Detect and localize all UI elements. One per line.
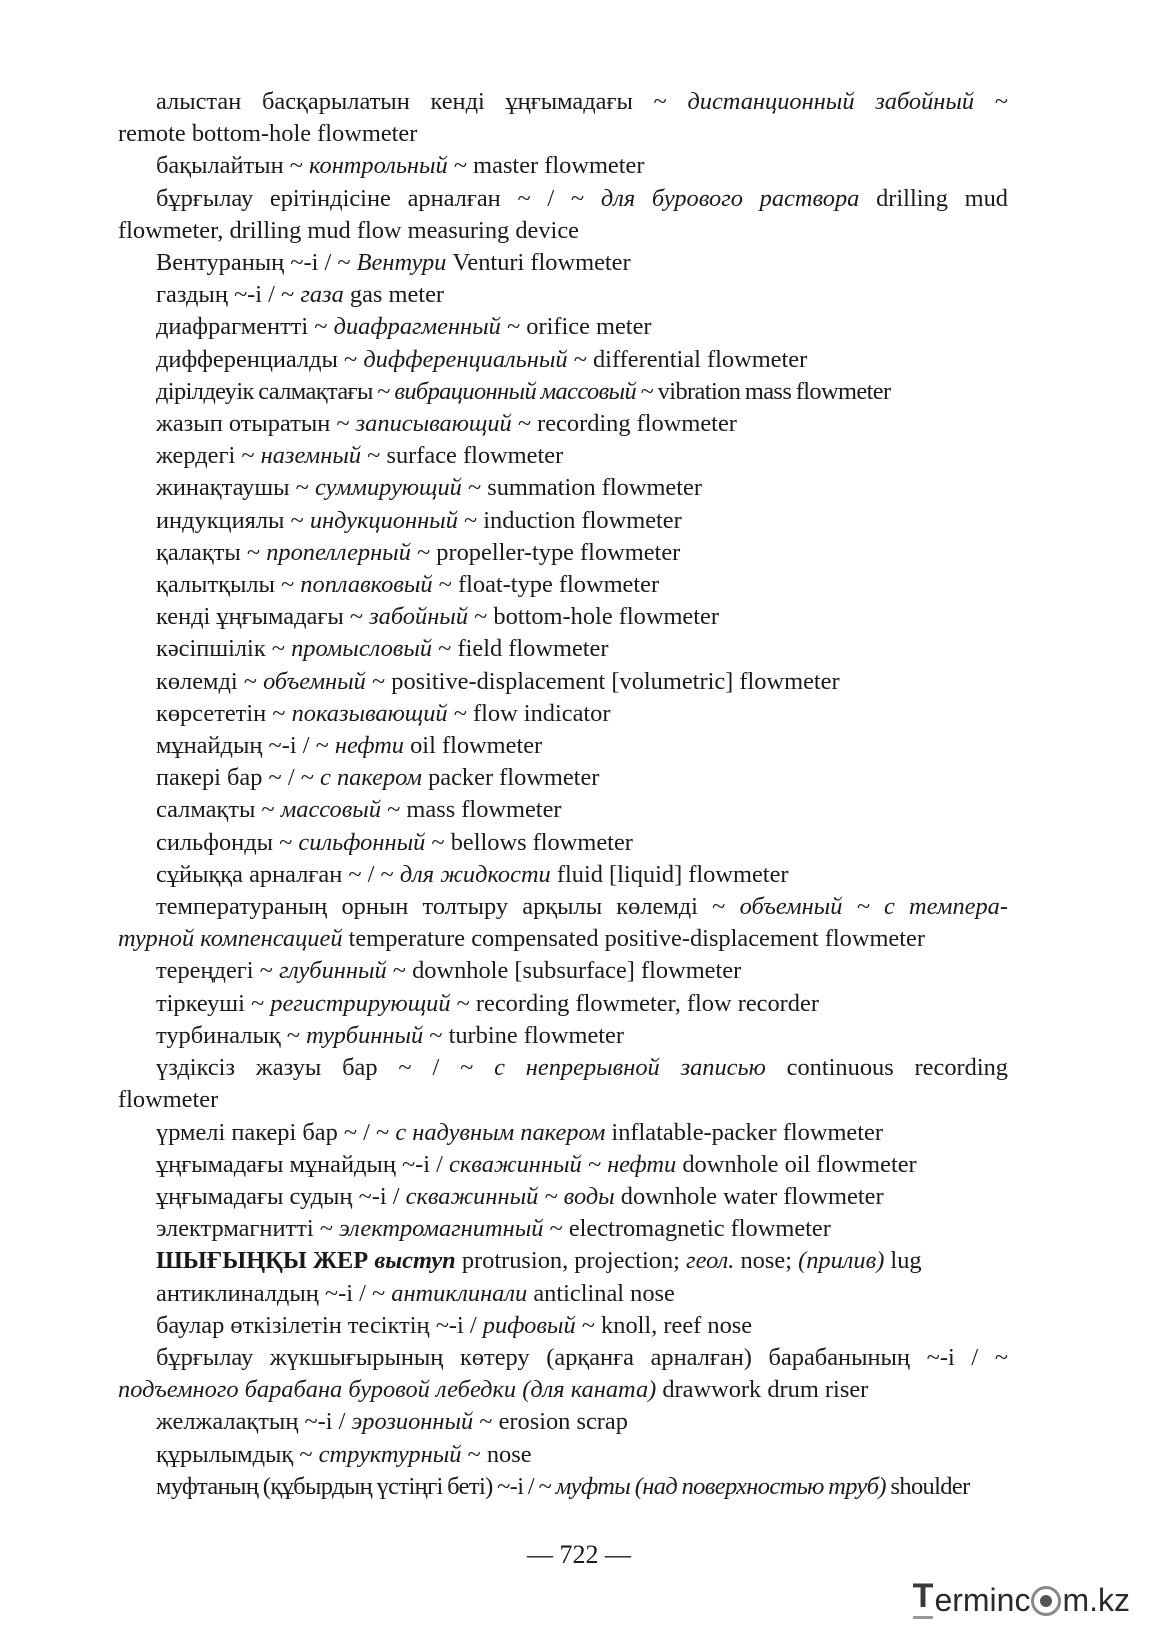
entry-text: бұрғылау ерітіндісіне арналған ~ / ~ (156, 184, 601, 212)
entry-line (118, 1278, 1008, 1310)
russian-term: промысловый (291, 635, 433, 663)
entry-text: drawwork drum riser (656, 1376, 869, 1404)
entry-line (118, 440, 1008, 472)
russian-term: суммирующий (314, 474, 462, 502)
russian-term: муфты (над поверхностью труб) (555, 1472, 886, 1500)
entry-line (118, 1471, 1008, 1503)
russian-term: массовый (280, 796, 382, 824)
russian-term: наземный (260, 442, 362, 470)
page-number: — 722 — (527, 1540, 631, 1569)
entry-text: мұнайдың ~-і / ~ (156, 732, 335, 760)
entry-line (118, 601, 1008, 633)
russian-term: вибрационный массовый (394, 377, 637, 405)
russian-term: антиклинали (391, 1279, 528, 1307)
entry-text: ~ surface flowmeter (361, 442, 564, 470)
entry-line (118, 988, 1008, 1020)
entry-text: индукциялы ~ (156, 506, 310, 534)
entry-line (118, 183, 1008, 215)
dictionary-entry (118, 794, 1008, 826)
entry-continuation-line (118, 923, 1008, 955)
entry-text: ~ mass flowmeter (381, 796, 562, 824)
dictionary-entry (118, 698, 1008, 730)
entry-text: бақылайтын ~ (156, 152, 310, 180)
entry-line (118, 859, 1008, 891)
entry-text: тереңдегі ~ (156, 957, 279, 985)
russian-term: с надувным пакером (395, 1118, 606, 1146)
dictionary-entry (118, 1052, 1008, 1116)
entry-text: ұңғымадағы мұнайдың ~-і / (156, 1150, 450, 1178)
entry-line (118, 1020, 1008, 1052)
dictionary-entry (118, 633, 1008, 665)
dictionary-entry (118, 279, 1008, 311)
entry-text: турбиналық ~ (156, 1021, 307, 1049)
russian-term: электромагнитный (339, 1215, 544, 1243)
entry-line (118, 1052, 1008, 1084)
russian-term: структурный (318, 1440, 462, 1468)
entry-text: lug (884, 1247, 922, 1275)
dictionary-entry (118, 762, 1008, 794)
russian-term: турбинный (306, 1021, 424, 1049)
russian-term: сильфонный (298, 828, 426, 856)
entry-text: temperature compensated positive-displacement flowmeter (342, 925, 925, 953)
logo-text-end: m.kz (1062, 1582, 1130, 1618)
entry-line (118, 569, 1008, 601)
russian-term: диафрагменный (333, 313, 501, 341)
russian-term: объемный ~ с темпера- (739, 893, 1008, 921)
dictionary-entry (118, 1310, 1008, 1342)
headword: выступ (374, 1247, 456, 1275)
entry-text: nose; (734, 1247, 799, 1275)
russian-term: пропеллерный (266, 538, 411, 566)
dictionary-entry (118, 440, 1008, 472)
logo-letter-t: T (913, 1577, 934, 1619)
entry-line (118, 344, 1008, 376)
entry-text: continuous recording (765, 1054, 1009, 1082)
entry-line (118, 1181, 1008, 1213)
entry-line (118, 1406, 1008, 1438)
entry-text: ~ differential flowmeter (567, 345, 808, 373)
dictionary-entry (118, 859, 1008, 891)
entry-text: сильфонды ~ (156, 828, 299, 856)
entry-line (118, 730, 1008, 762)
dictionary-entry (118, 311, 1008, 343)
entry-line (118, 150, 1008, 182)
entry-text: желжалақтың ~-і / (156, 1408, 352, 1436)
russian-term: эрозионный (351, 1408, 474, 1436)
russian-term: подъемного барабана буровой лебедки (для каната) (118, 1376, 657, 1404)
entry-text: ~ bottom-hole flowmeter (468, 603, 719, 631)
entry-text: сұйыққа арналған ~ / ~ (156, 860, 400, 888)
entry-text: жинақтаушы ~ (156, 474, 315, 502)
entry-line (118, 472, 1008, 504)
entry-line (118, 1439, 1008, 1471)
entry-text: ~ induction flowmeter (457, 506, 682, 534)
entry-text: кенді ұңғымадағы ~ (156, 603, 370, 631)
entry-line (118, 408, 1008, 440)
russian-term: индукционный (309, 506, 458, 534)
entry-text: Вентураның ~-і / ~ (156, 249, 357, 277)
entry-text: ~ flow indicator (447, 699, 611, 727)
entry-line (118, 633, 1008, 665)
russian-term: с непрерывной записью (494, 1054, 766, 1082)
entry-line (118, 1245, 1008, 1277)
entry-text: ~ master flowmeter (447, 152, 645, 180)
russian-term: глубинный (278, 957, 387, 985)
entry-text: температураның орнын толтыру арқылы көлемді ~ (156, 893, 740, 921)
entry-text: жердегі ~ (156, 442, 261, 470)
entry-text: жазып отыратын ~ (156, 410, 356, 438)
entry-continuation-line (118, 118, 1008, 150)
logo-text-mid: erminc (934, 1582, 1031, 1618)
entry-list (118, 86, 1008, 1503)
entry-text: кәсіпшілік ~ (156, 635, 292, 663)
entry-text: ~ nose (461, 1440, 532, 1468)
entry-line (118, 955, 1008, 987)
entry-continuation-line (118, 215, 1008, 247)
dictionary-entry (118, 537, 1008, 569)
entry-text: ~ (974, 88, 1008, 115)
dictionary-entry (118, 1278, 1008, 1310)
entry-line (118, 891, 1008, 923)
entry-text: anticlinal nose (527, 1279, 675, 1307)
entry-line (118, 376, 1008, 408)
entry-text: салмақты ~ (156, 796, 281, 824)
dictionary-entry (118, 1439, 1008, 1471)
dictionary-entry (118, 344, 1008, 376)
entry-text: көлемді ~ (156, 667, 264, 695)
entry-text: ~ knoll, reef nose (575, 1311, 753, 1339)
entry-line (118, 666, 1008, 698)
russian-term: для бурового раствора (600, 184, 860, 212)
entry-text: gas meter (343, 281, 445, 309)
entry-text: пакері бар ~ / ~ (156, 764, 321, 792)
dictionary-entry (118, 183, 1008, 247)
entry-line (118, 279, 1008, 311)
dictionary-entry (118, 1149, 1008, 1181)
russian-term: контрольный (309, 152, 448, 180)
entry-text: ~ electromagnetic flowmeter (543, 1215, 831, 1243)
entry-text: қалақты ~ (156, 538, 267, 566)
dictionary-entry (118, 569, 1008, 601)
russian-term: забойный (369, 603, 469, 631)
entry-text: downhole oil flowmeter (676, 1150, 917, 1178)
dictionary-entry (118, 1213, 1008, 1245)
dictionary-entry (118, 1406, 1008, 1438)
entry-text: ~ downhole [subsurface] flowmeter (386, 957, 742, 985)
logo-circle-icon (1031, 1586, 1061, 1616)
entry-text: oil flowmeter (404, 732, 543, 760)
dictionary-entry (118, 86, 1008, 150)
entry-text: downhole water flowmeter (614, 1182, 884, 1210)
dictionary-entry (118, 1117, 1008, 1149)
dictionary-entry (118, 1245, 1008, 1277)
russian-term: поплавковый (300, 571, 433, 599)
russian-term: с пакером (320, 764, 422, 792)
entry-continuation-line (118, 1374, 1008, 1406)
dictionary-entry (118, 505, 1008, 537)
entry-continuation-line (118, 1084, 1008, 1116)
entry-line (118, 1149, 1008, 1181)
dictionary-entry (118, 1181, 1008, 1213)
russian-term: дифференциальный (363, 345, 568, 373)
russian-term: регистрирующий (270, 989, 451, 1017)
dictionary-entry (118, 955, 1008, 987)
entry-text: ~ recording flowmeter (511, 410, 737, 438)
entry-text: ~ erosion scrap (473, 1408, 628, 1436)
dictionary-entry (118, 730, 1008, 762)
russian-term: скважинный ~ воды (405, 1182, 615, 1210)
dictionary-entry (118, 1471, 1008, 1503)
russian-term: турной компенсацией (118, 925, 343, 953)
entry-text: flowmeter, drilling mud flow measuring device (118, 216, 579, 244)
dictionary-entry (118, 408, 1008, 440)
russian-term: скважинный ~ нефти (449, 1150, 677, 1178)
termincom-logo[interactable] (913, 1579, 1130, 1619)
russian-term: записывающий (355, 410, 512, 438)
entry-line (118, 311, 1008, 343)
russian-term: Вентури (356, 249, 447, 277)
entry-text: дірілдеуік салмақтағы ~ (156, 377, 395, 405)
entry-line (118, 1342, 1008, 1374)
entry-text: ұңғымадағы судың ~-і / (156, 1182, 406, 1210)
entry-text: ~ summation flowmeter (461, 474, 702, 502)
entry-text: fluid [liquid] flowmeter (550, 860, 789, 888)
russian-term: нефти (334, 732, 404, 760)
entry-text: тіркеуші ~ (156, 989, 271, 1017)
entry-text: Venturi flowmeter (446, 249, 631, 277)
russian-term: геол. (686, 1247, 735, 1275)
dictionary-entry (118, 247, 1008, 279)
entry-line (118, 247, 1008, 279)
russian-term: для жидкости (399, 860, 551, 888)
entry-text: shoulder (885, 1472, 970, 1500)
entry-text: ~ orifice meter (500, 313, 652, 341)
dictionary-entry (118, 1020, 1008, 1052)
entry-line (118, 505, 1008, 537)
entry-line (118, 1213, 1008, 1245)
entry-text: үрмелі пакері бар ~ / ~ (156, 1118, 396, 1146)
entry-text: ~ field flowmeter (432, 635, 609, 663)
entry-line (118, 1310, 1008, 1342)
entry-text: ~ vibration mass flowmeter (636, 377, 891, 405)
dictionary-entry (118, 1342, 1008, 1406)
russian-term: дистанционный забойный (687, 88, 975, 115)
entry-text: ~ positive-displacement [volumetric] flowmeter (365, 667, 840, 695)
entry-text: электрмагнитті ~ (156, 1215, 340, 1243)
entry-text: flowmeter (118, 1086, 219, 1114)
dictionary-entry (118, 472, 1008, 504)
entry-text: баулар өткізілетін тесіктің ~-і / (156, 1311, 483, 1339)
headword: ШЫҒЫҢҚЫ ЖЕР (156, 1247, 369, 1275)
entry-text: ~ turbine flowmeter (423, 1021, 624, 1049)
entry-line (118, 86, 1008, 118)
entry-text: ~ bellows flowmeter (425, 828, 633, 856)
entry-line (118, 794, 1008, 826)
entry-text: ~ float-type flowmeter (432, 571, 660, 599)
entry-text: көрсететін ~ (156, 699, 292, 727)
entry-line (118, 698, 1008, 730)
entry-line (118, 827, 1008, 859)
entry-text: remote bottom-hole flowmeter (118, 120, 418, 148)
entry-text: drilling mud (859, 184, 1008, 212)
entry-line (118, 537, 1008, 569)
dictionary-entry (118, 376, 1008, 408)
entry-text: дифференциалды ~ (156, 345, 364, 373)
dictionary-entry (118, 666, 1008, 698)
entry-text: protrusion, projection; (455, 1247, 687, 1275)
russian-term: рифовый (482, 1311, 576, 1339)
entry-text: үздіксіз жазуы бар ~ / ~ (156, 1054, 495, 1082)
dictionary-entry (118, 150, 1008, 182)
entry-text: packer flowmeter (421, 764, 600, 792)
entry-text: ~ recording flowmeter, flow recorder (450, 989, 819, 1017)
entry-text: муфтаның (құбырдың үстіңгі беті) ~-і / ~ (156, 1472, 556, 1500)
dictionary-entry (118, 601, 1008, 633)
entry-text: қалытқылы ~ (156, 571, 301, 599)
russian-term: (прилив) (798, 1247, 885, 1275)
dictionary-entry (118, 891, 1008, 955)
entry-text: алыстан басқарылатын кенді ұңғымадағы ~ (156, 88, 688, 115)
entry-text: құрылымдық ~ (156, 1440, 319, 1468)
entry-text: антиклиналдың ~-і / ~ (156, 1279, 392, 1307)
entry-text: газдың ~-і / ~ (156, 281, 301, 309)
dictionary-entry (118, 827, 1008, 859)
russian-term: объемный (263, 667, 366, 695)
russian-term: показывающий (291, 699, 448, 727)
entry-text: бұрғылау жүкшығырының көтеру (арқанға арналған) барабанының ~-і / ~ (156, 1343, 1008, 1371)
entry-text: диафрагментті ~ (156, 313, 334, 341)
entry-text: inflatable-packer flowmeter (605, 1118, 883, 1146)
russian-term: газа (300, 281, 344, 309)
entry-line (118, 762, 1008, 794)
entry-text: ~ propeller-type flowmeter (410, 538, 681, 566)
dictionary-entry (118, 988, 1008, 1020)
entry-line (118, 1117, 1008, 1149)
